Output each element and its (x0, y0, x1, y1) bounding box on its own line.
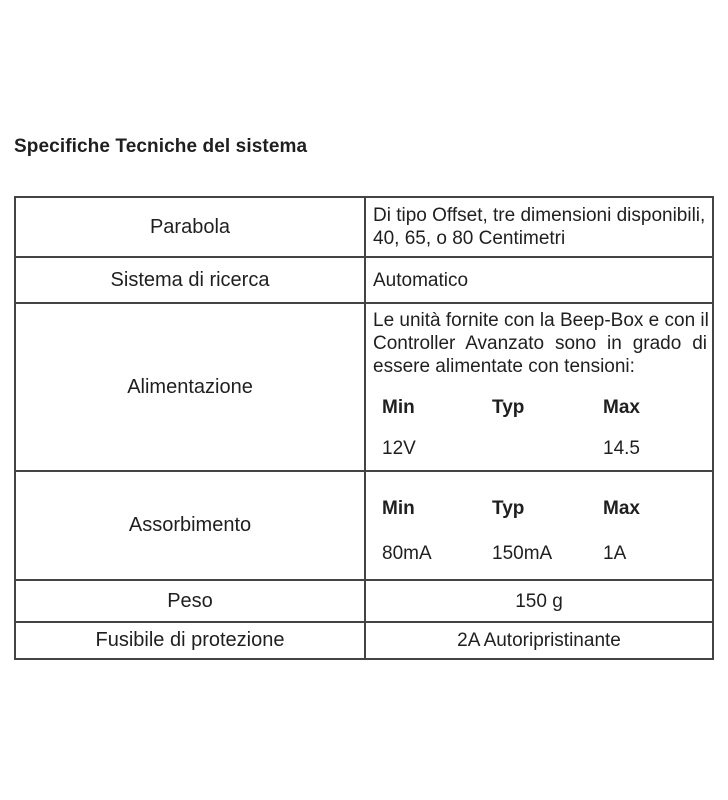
sistema-di-ricerca-label: Sistema di ricerca (16, 258, 366, 302)
fusibile-label: Fusibile di protezione (16, 623, 366, 658)
alimentazione-header-min: Min (382, 397, 415, 418)
peso-label: Peso (16, 581, 366, 621)
assorbimento-spec-values (382, 542, 707, 565)
alimentazione-value-min: 12V (382, 438, 416, 459)
fusibile-value: 2A Autoripristinante (457, 630, 621, 651)
alimentazione-header-max: Max (603, 397, 640, 418)
table-row-fusibile (16, 621, 712, 658)
assorbimento-header-min: Min (382, 498, 415, 519)
alimentazione-paragraph-line-2: Controller Avanzato sono in grado di (373, 333, 707, 354)
alimentazione-label: Alimentazione (16, 304, 366, 470)
table-row-assorbimento (16, 470, 712, 579)
assorbimento-spec-headers (382, 497, 707, 520)
alimentazione-spec-headers (382, 396, 707, 419)
parabola-value-cell (366, 198, 712, 256)
parabola-value-line-2: 40, 65, o 80 Centimetri (373, 228, 566, 249)
assorbimento-value-cell (366, 472, 712, 579)
alimentazione-spec-values (382, 437, 707, 460)
alimentazione-value-typ (492, 437, 603, 460)
page-title: Specifiche Tecniche del sistema (14, 136, 308, 157)
sistema-di-ricerca-value: Automatico (373, 269, 469, 291)
assorbimento-value-max: 1A (603, 543, 627, 564)
peso-value: 150 g (515, 590, 563, 612)
parabola-label: Parabola (16, 198, 366, 256)
table-row-peso (16, 579, 712, 621)
table-row-sistema-di-ricerca (16, 256, 712, 302)
alimentazione-value-max: 14.5 (603, 438, 640, 459)
assorbimento-header-typ: Typ (492, 498, 525, 519)
assorbimento-value-typ: 150mA (492, 543, 553, 564)
alimentazione-paragraph-line-1: Le unità fornite con la Beep-Box e con il (373, 310, 709, 331)
assorbimento-value-min: 80mA (382, 543, 432, 564)
parabola-value-line-1: Di tipo Offset, tre dimensioni disponibili, (373, 205, 706, 226)
alimentazione-header-typ: Typ (492, 397, 525, 418)
table-row-parabola (16, 198, 712, 256)
alimentazione-paragraph-line-3: essere alimentate con tensioni: (373, 356, 635, 377)
assorbimento-label: Assorbimento (16, 472, 366, 579)
assorbimento-header-max: Max (603, 498, 640, 519)
spec-table (14, 196, 714, 660)
table-row-alimentazione (16, 302, 712, 470)
alimentazione-value-cell (366, 304, 712, 470)
